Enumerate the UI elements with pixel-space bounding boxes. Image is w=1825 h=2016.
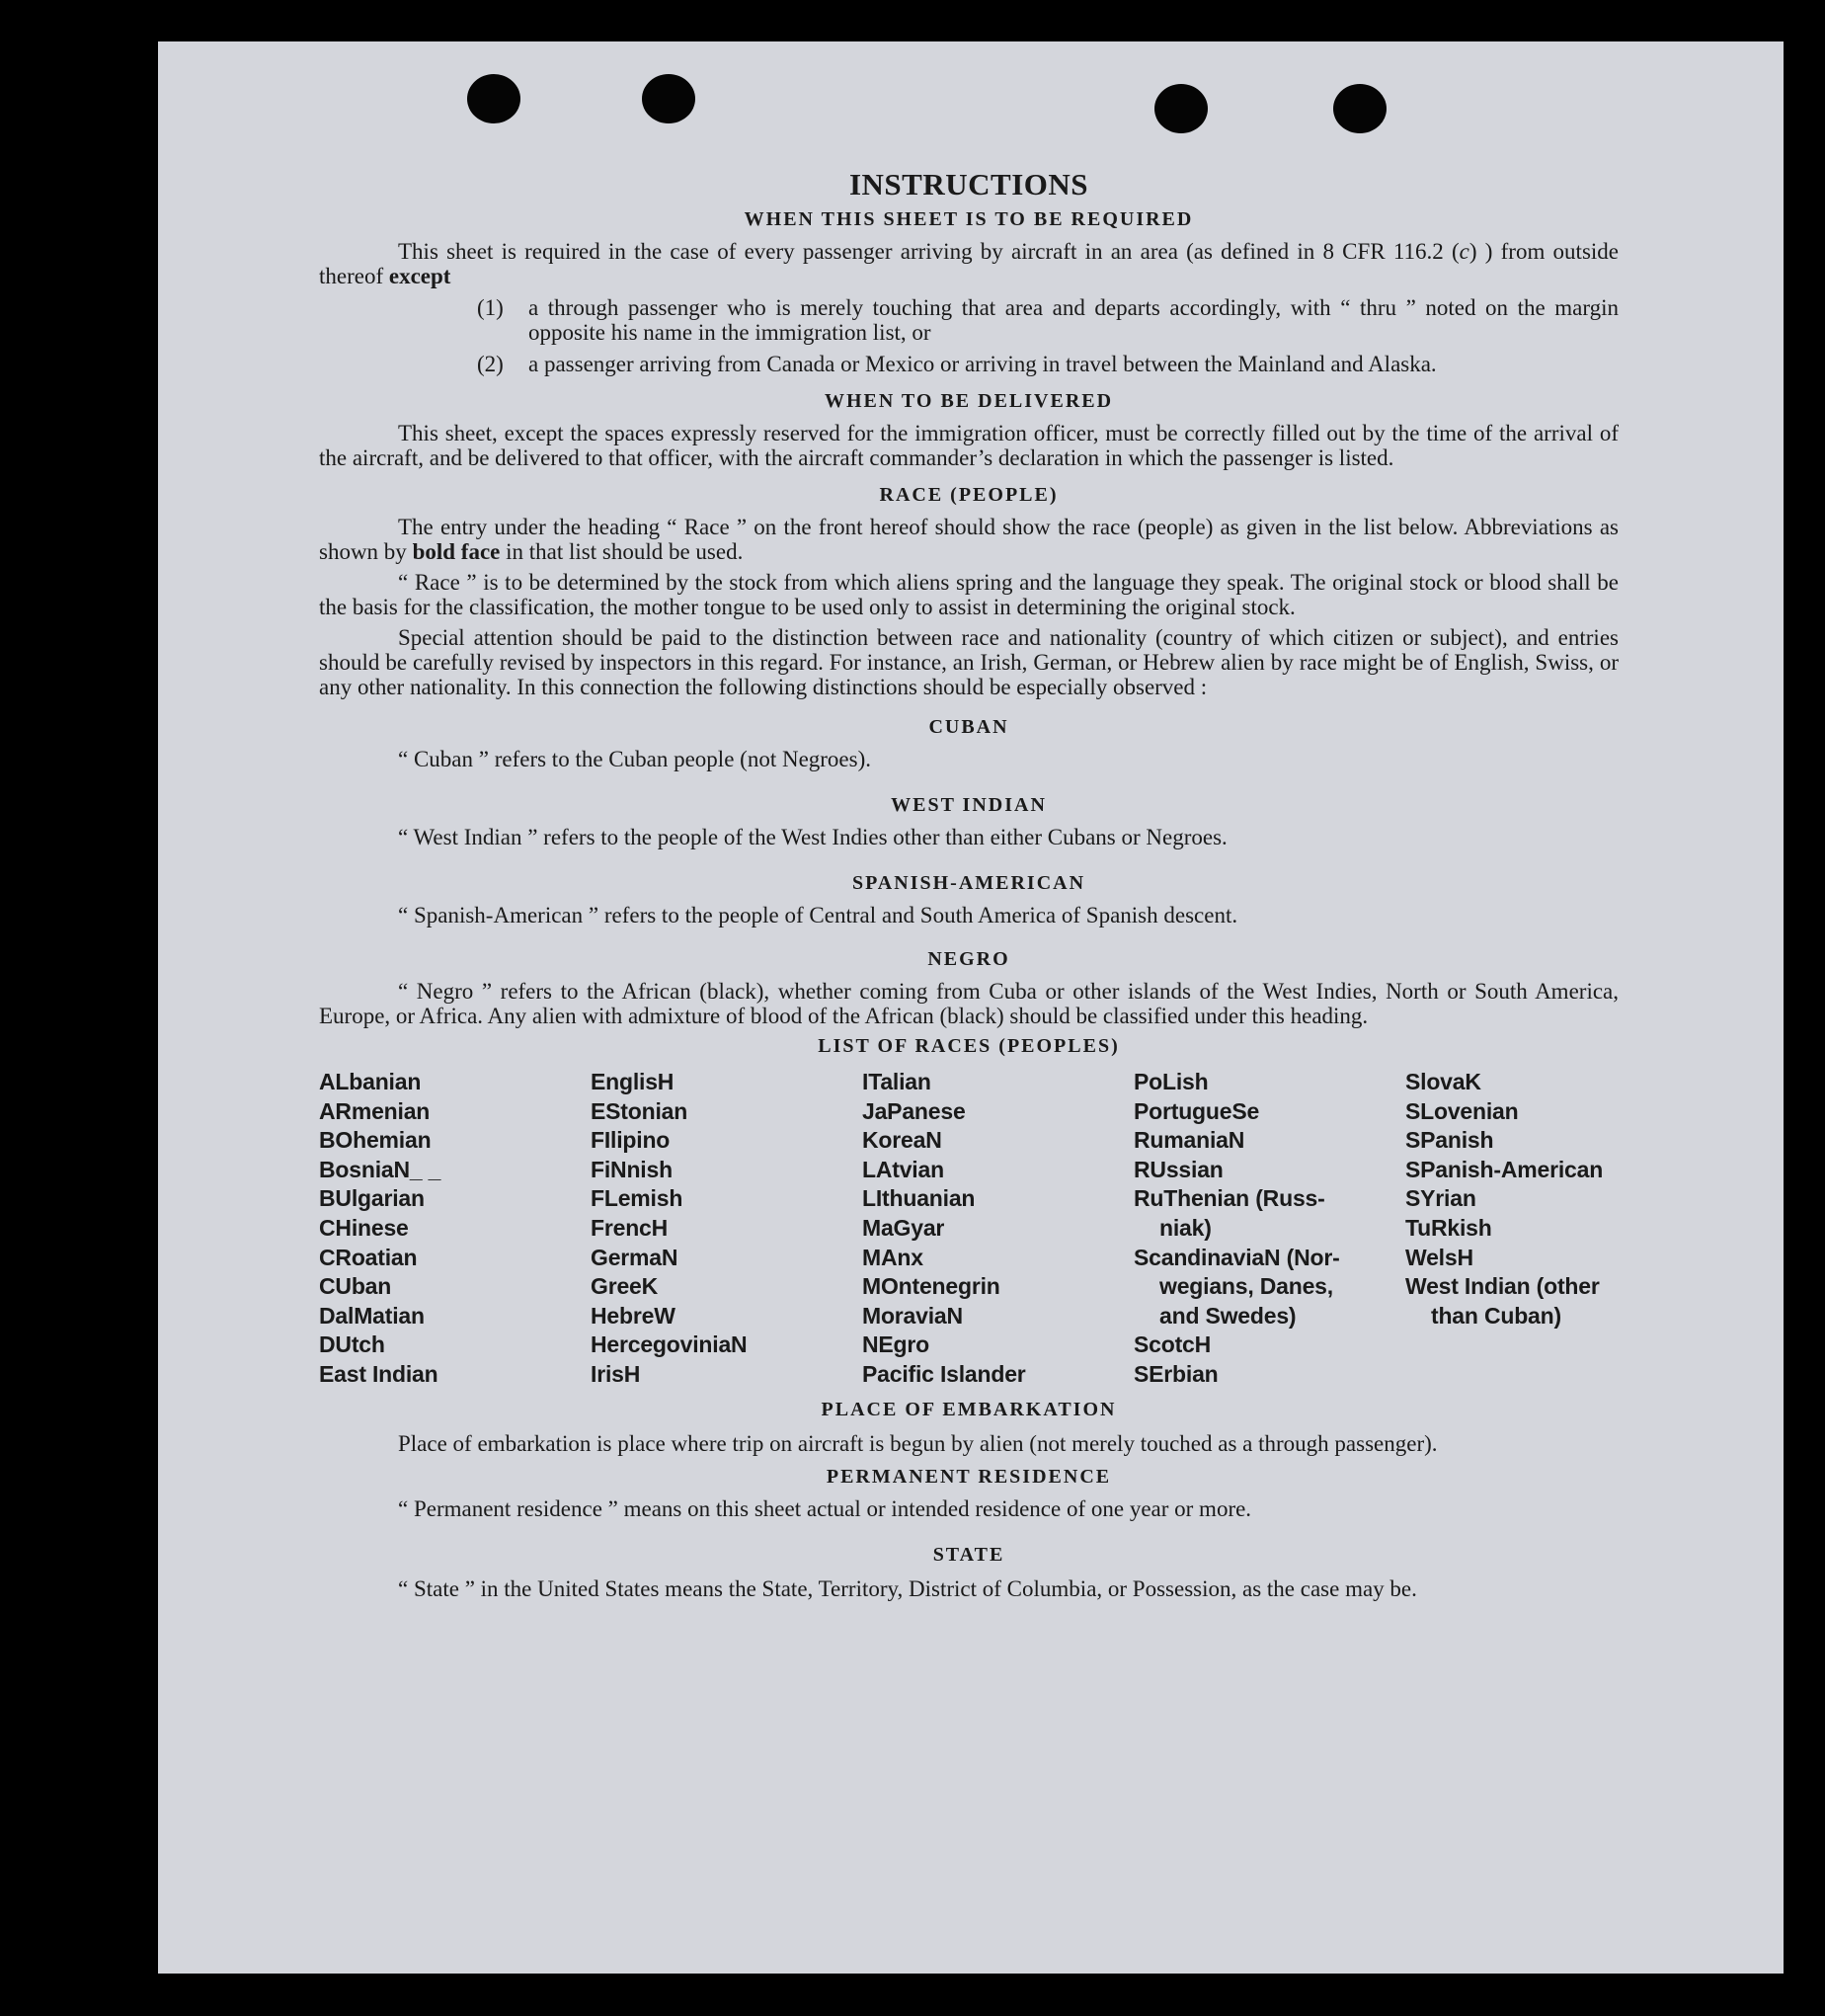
race-entry: JaPanese <box>862 1097 966 1124</box>
race-entry: ARmenian <box>319 1097 431 1124</box>
race-entry: FrencH <box>591 1214 669 1241</box>
race-paragraph-2: “ Race ” is to be determined by the stock from which aliens spring and the language they speak. The original stock or blood shall be the basis for the classification, the mother tongue to be used only to assist in determining the original stock. <box>319 570 1619 619</box>
heading-embarkation: PLACE OF EMBARKATION <box>821 1398 1117 1420</box>
permanent-residence-text: “ Permanent residence ” means on this sheet actual or intended residence of one year or more. <box>398 1495 1252 1521</box>
heading-list-of-races: LIST OF RACES (PEOPLES) <box>818 1035 1120 1057</box>
races-list <box>319 1068 1619 1390</box>
item-number: (1) <box>477 295 504 320</box>
heading-when-delivered: WHEN TO BE DELIVERED <box>824 390 1114 412</box>
punch-hole <box>467 74 520 123</box>
race-entry: HercegoviniaN <box>591 1331 748 1358</box>
race-paragraph-1-a: The entry under the heading “ Race ” on the front hereof should show the race (people) as given in the list below. Abbreviations as shown by <box>319 515 1619 564</box>
race-entry: DUtch <box>319 1331 385 1358</box>
heading-negro: NEGRO <box>927 948 1010 970</box>
heading-when-required: WHEN THIS SHEET IS TO BE REQUIRED <box>744 208 1194 230</box>
west-indian-text: “ West Indian ” refers to the people of the West Indies other than either Cubans or Negroes. <box>398 825 1228 849</box>
race-entry: CRoatian <box>319 1244 418 1270</box>
race-entry: EStonian <box>591 1097 688 1124</box>
race-entry: ScotcH <box>1134 1331 1212 1358</box>
race-entry-continued: niak) <box>1159 1214 1212 1241</box>
races-column-1 <box>319 1068 591 1390</box>
race-entry: Pacific Islander <box>862 1360 1026 1387</box>
race-entry: SlovaK <box>1405 1069 1481 1094</box>
heading-permanent-residence: PERMANENT RESIDENCE <box>826 1465 1112 1488</box>
heading-race: RACE (PEOPLE) <box>879 484 1059 506</box>
list-item <box>477 295 1619 345</box>
embarkation-text: Place of embarkation is place where trip on aircraft is begun by alien (not merely touched as a through passenger). <box>398 1430 1438 1456</box>
races-column-3 <box>862 1068 1134 1390</box>
negro-text: “ Negro ” refers to the African (black), whether coming from Cuba or other islands of the West Indies, North or South America, Europe, or Africa. Any alien with admixture of blood of the African (black) should be classified under this heading. <box>319 979 1619 1028</box>
when-required-text <box>319 239 1619 288</box>
race-entry: CHinese <box>319 1214 409 1241</box>
race-entry: SPanish-American <box>1405 1156 1604 1182</box>
punch-hole <box>1333 84 1387 133</box>
when-delivered-text: This sheet, except the spaces expressly reserved for the immigration officer, must be correctly filled out by the time of the arrival of the aircraft, and be delivered to that officer, with the aircraft commander’s declaration in which the passenger is listed. <box>319 421 1619 470</box>
race-paragraph-1 <box>319 515 1619 564</box>
race-entry: SPanish <box>1405 1127 1494 1154</box>
race-entry: IrisH <box>591 1360 641 1387</box>
race-entry: LIthuanian <box>862 1185 976 1212</box>
cuban-text: “ Cuban ” refers to the Cuban people (not Negroes). <box>398 747 872 771</box>
heading-cuban: CUBAN <box>928 716 1009 738</box>
item-text: a passenger arriving from Canada or Mexico or arriving in travel between the Mainland and Alaska. <box>528 352 1437 376</box>
race-entry: SErbian <box>1134 1360 1219 1387</box>
race-entry: SYrian <box>1405 1185 1476 1212</box>
state-text: “ State ” in the United States means the State, Territory, District of Columbia, or Possession, as the case may be. <box>398 1575 1417 1601</box>
race-entry: NEgro <box>862 1331 930 1358</box>
races-column-4 <box>1134 1068 1405 1390</box>
race-entry: KoreaN <box>862 1127 942 1154</box>
race-entry: CUban <box>319 1273 392 1300</box>
race-entry: PoLish <box>1134 1069 1209 1094</box>
race-entry: ITalian <box>862 1069 931 1094</box>
when-required-text-c: c <box>1459 239 1469 264</box>
heading-state: STATE <box>932 1543 1005 1566</box>
race-entry: FLemish <box>591 1185 683 1212</box>
race-entry: BOhemian <box>319 1127 432 1154</box>
race-entry: East Indian <box>319 1360 438 1387</box>
race-entry: BosniaN_ _ <box>319 1156 441 1182</box>
when-required-text-b: ) ) from outside thereof <box>319 239 1619 288</box>
item-text: a through passenger who is merely touching that area and departs accordingly, with “ thru ” noted on the margin opposite his name in the immigration list, or <box>528 295 1619 345</box>
race-entry: GermaN <box>591 1244 678 1270</box>
race-entry: LAtvian <box>862 1156 944 1182</box>
races-column-2 <box>591 1068 862 1390</box>
race-paragraph-3: Special attention should be paid to the distinction between race and nationality (country of which citizen or subject), and entries should be carefully revised by inspectors in this regard. For instance, an Irish, German, or Hebrew alien by race might be of English, Swiss, or any other nationality. In this connection the following distinctions should be especially observed : <box>319 625 1619 699</box>
race-entry: FiNnish <box>591 1156 673 1182</box>
punch-hole <box>642 74 695 123</box>
punch-hole <box>1154 84 1208 133</box>
race-entry: West Indian (other <box>1405 1273 1600 1300</box>
race-entry: FIlipino <box>591 1127 671 1154</box>
race-entry: MaGyar <box>862 1214 945 1241</box>
race-entry: RumaniaN <box>1134 1127 1245 1154</box>
race-entry: EnglisH <box>591 1069 674 1094</box>
race-paragraph-1-b: in that list should be used. <box>500 539 744 564</box>
race-entry: ALbanian <box>319 1069 422 1094</box>
list-item <box>477 352 1619 376</box>
race-entry: BUlgarian <box>319 1185 425 1212</box>
races-column-5 <box>1405 1068 1632 1390</box>
race-entry: MAnx <box>862 1244 923 1270</box>
spanish-american-text: “ Spanish-American ” refers to the people of Central and South America of Spanish descent. <box>398 903 1238 927</box>
race-entry: DalMatian <box>319 1302 425 1329</box>
race-entry: RUssian <box>1134 1156 1224 1182</box>
race-entry: GreeK <box>591 1273 659 1300</box>
race-paragraph-1-bold: bold face <box>412 539 501 564</box>
document-page <box>158 41 1784 1974</box>
race-entry: ScandinaviaN (Nor- <box>1134 1244 1340 1270</box>
race-entry: PortugueSe <box>1134 1097 1260 1124</box>
race-entry: SLovenian <box>1405 1097 1519 1124</box>
race-entry-continued: wegians, Danes, <box>1159 1273 1333 1300</box>
race-entry-continued: than Cuban) <box>1431 1302 1561 1329</box>
race-entry: MoraviaN <box>862 1302 963 1329</box>
race-entry-continued: and Swedes) <box>1159 1302 1297 1329</box>
race-entry: WelsH <box>1405 1244 1473 1270</box>
race-entry: TuRkish <box>1405 1214 1492 1241</box>
race-entry: RuThenian (Russ- <box>1134 1185 1325 1212</box>
item-number: (2) <box>477 352 504 376</box>
instructions-content <box>319 168 1619 1604</box>
race-entry: MOntenegrin <box>862 1273 1000 1300</box>
heading-west-indian: WEST INDIAN <box>891 794 1047 816</box>
when-required-text-a: This sheet is required in the case of every passenger arriving by aircraft in an area (as defined in 8 CFR 116.2 ( <box>398 239 1460 264</box>
page-title: INSTRUCTIONS <box>848 167 1088 202</box>
heading-spanish-american: SPANISH-AMERICAN <box>851 872 1086 894</box>
race-entry: HebreW <box>591 1302 675 1329</box>
when-required-except: except <box>388 264 451 288</box>
